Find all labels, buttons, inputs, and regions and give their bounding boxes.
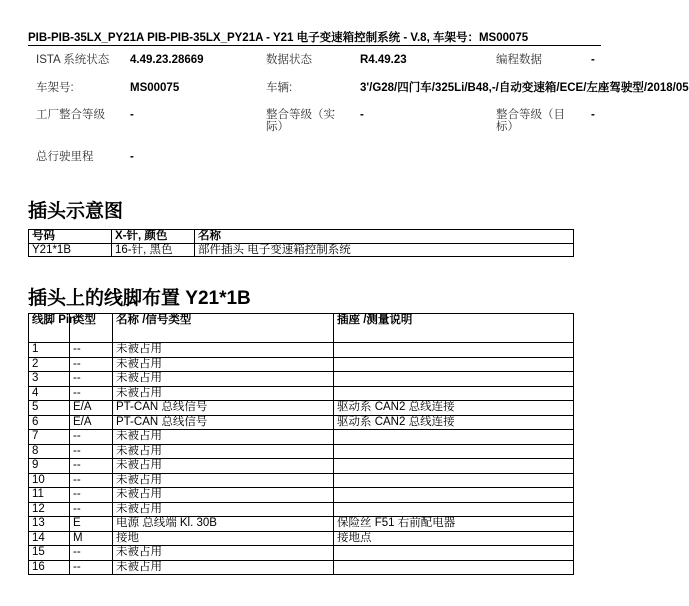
table-row	[29, 560, 574, 575]
pin-measurement-cell	[334, 372, 574, 387]
pin-type-cell: --	[70, 430, 113, 445]
pin-type-cell: E/A	[70, 415, 113, 430]
pin-col-pin: 线脚 Pin	[29, 314, 70, 343]
table-row	[29, 473, 574, 488]
pin-type-cell: --	[70, 546, 113, 561]
pin-measurement-cell	[334, 473, 574, 488]
table-row	[29, 531, 574, 546]
pin-measurement-cell: 接地点	[334, 531, 574, 546]
pin-signal-cell: 未被占用	[113, 546, 334, 561]
pin-measurement-cell: 驱动系 CAN2 总线连接	[334, 401, 574, 416]
pin-number-cell: 10	[29, 473, 70, 488]
table-row	[29, 343, 574, 358]
vehicle-label: 车辆:	[266, 82, 293, 94]
table-row	[29, 415, 574, 430]
mileage-value: -	[130, 151, 134, 163]
pin-assignment-title: 插头上的线脚布置 Y21*1B	[28, 288, 251, 309]
ista-status-label: ISTA 系统状态	[36, 54, 110, 66]
pin-table-header	[29, 314, 574, 343]
pin-type-cell: --	[70, 372, 113, 387]
vin-label: 车架号:	[36, 82, 74, 94]
pin-signal-cell: PT-CAN 总线信号	[113, 415, 334, 430]
vehicle-value: 3'/G28/四门车/325Li/B48,-/自动变速箱/ECE/左座驾驶型/2018/05	[360, 82, 689, 94]
pin-measurement-cell	[334, 343, 574, 358]
actual-integration-label: 整合等级（实际）	[266, 109, 335, 133]
table-row	[29, 386, 574, 401]
pin-type-cell: --	[70, 357, 113, 372]
vin-value: MS00075	[130, 82, 180, 94]
pin-col-signal: 名称 /信号类型	[113, 314, 334, 343]
data-status-value: R4.49.23	[360, 54, 407, 66]
pin-measurement-cell: 保险丝 F51 右前配电器	[334, 517, 574, 532]
plug-col-name: 名称	[195, 230, 574, 244]
pin-type-cell: --	[70, 343, 113, 358]
pin-number-cell: 8	[29, 444, 70, 459]
table-row	[29, 459, 574, 474]
pin-type-cell: --	[70, 560, 113, 575]
pin-type-cell: M	[70, 531, 113, 546]
pin-number-cell: 11	[29, 488, 70, 503]
pin-number-cell: 4	[29, 386, 70, 401]
table-row	[29, 546, 574, 561]
pin-type-cell: --	[70, 386, 113, 401]
pin-number-cell: 7	[29, 430, 70, 445]
plug-table	[28, 229, 574, 257]
pin-signal-cell: PT-CAN 总线信号	[113, 401, 334, 416]
pin-measurement-cell	[334, 357, 574, 372]
pin-number-cell: 1	[29, 343, 70, 358]
pin-signal-cell: 未被占用	[113, 560, 334, 575]
pin-number-cell: 2	[29, 357, 70, 372]
pin-type-cell: E	[70, 517, 113, 532]
pin-signal-cell: 未被占用	[113, 386, 334, 401]
table-row	[29, 430, 574, 445]
pin-signal-cell: 未被占用	[113, 488, 334, 503]
plug-col-number: 号码	[29, 230, 112, 244]
header-rule	[28, 45, 601, 46]
table-row	[29, 444, 574, 459]
pin-signal-cell: 未被占用	[113, 459, 334, 474]
table-row	[29, 517, 574, 532]
pin-number-cell: 16	[29, 560, 70, 575]
pin-number-cell: 14	[29, 531, 70, 546]
pin-measurement-cell	[334, 430, 574, 445]
pin-type-cell: --	[70, 444, 113, 459]
plug-table-header	[29, 230, 574, 244]
pin-measurement-cell	[334, 386, 574, 401]
programming-data-label: 编程数据	[496, 54, 542, 66]
pin-signal-cell: 未被占用	[113, 502, 334, 517]
programming-data-value: -	[591, 54, 595, 66]
target-integration-label: 整合等级（目标）	[496, 109, 565, 133]
pin-number-cell: 13	[29, 517, 70, 532]
plug-name-cell: 部件插头 电子变速箱控制系统	[195, 243, 574, 257]
target-integration-value: -	[591, 109, 595, 121]
plug-pins-color-cell: 16-针, 黑色	[112, 243, 195, 257]
pin-type-cell: --	[70, 459, 113, 474]
data-status-label: 数据状态	[266, 54, 312, 66]
pin-measurement-cell	[334, 444, 574, 459]
pin-measurement-cell	[334, 502, 574, 517]
pin-number-cell: 5	[29, 401, 70, 416]
table-row	[29, 488, 574, 503]
pin-table	[28, 313, 574, 575]
pin-number-cell: 12	[29, 502, 70, 517]
pin-table-body	[29, 343, 574, 575]
ista-status-value: 4.49.23.28669	[130, 54, 204, 66]
pin-type-cell: E/A	[70, 401, 113, 416]
plug-col-pins-color: X-针, 颜色	[112, 230, 195, 244]
pin-signal-cell: 未被占用	[113, 357, 334, 372]
pin-signal-cell: 接地	[113, 531, 334, 546]
table-row	[29, 502, 574, 517]
pin-measurement-cell	[334, 546, 574, 561]
pin-measurement-cell: 驱动系 CAN2 总线连接	[334, 415, 574, 430]
pin-number-cell: 6	[29, 415, 70, 430]
plug-diagram-title: 插头示意图	[28, 201, 124, 222]
pin-number-cell: 3	[29, 372, 70, 387]
pin-measurement-cell	[334, 459, 574, 474]
table-row	[29, 372, 574, 387]
plug-number-cell: Y21*1B	[29, 243, 112, 257]
table-row	[29, 401, 574, 416]
pin-signal-cell: 未被占用	[113, 372, 334, 387]
pin-col-measurement: 插座 /测量说明	[334, 314, 574, 343]
pin-measurement-cell	[334, 488, 574, 503]
pin-col-type: 类型	[70, 314, 113, 343]
pin-number-cell: 15	[29, 546, 70, 561]
table-row	[29, 357, 574, 372]
pin-type-cell: --	[70, 502, 113, 517]
pin-measurement-cell	[334, 560, 574, 575]
pin-signal-cell: 电源 总线端 Kl. 30B	[113, 517, 334, 532]
pin-signal-cell: 未被占用	[113, 444, 334, 459]
mileage-label: 总行驶里程	[36, 151, 94, 163]
table-row	[29, 243, 574, 257]
pin-type-cell: --	[70, 473, 113, 488]
factory-integration-value: -	[130, 109, 134, 121]
pin-signal-cell: 未被占用	[113, 430, 334, 445]
pin-signal-cell: 未被占用	[113, 343, 334, 358]
factory-integration-label: 工厂整合等级	[36, 109, 105, 121]
actual-integration-value: -	[360, 109, 364, 121]
document-header: PIB-PIB-35LX_PY21A PIB-PIB-35LX_PY21A - Y21 电子变速箱控制系统 - V.8, 车架号：MS00075	[28, 32, 529, 44]
pin-type-cell: --	[70, 488, 113, 503]
pin-signal-cell: 未被占用	[113, 473, 334, 488]
pin-number-cell: 9	[29, 459, 70, 474]
